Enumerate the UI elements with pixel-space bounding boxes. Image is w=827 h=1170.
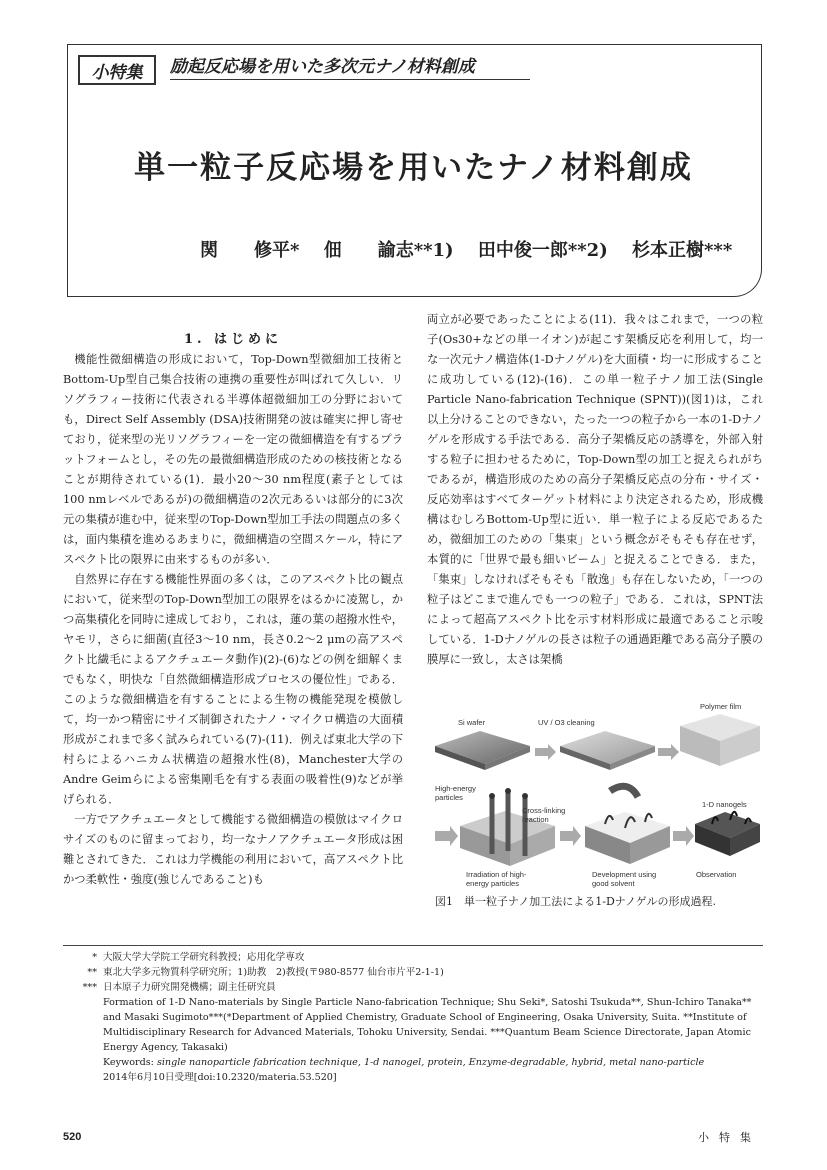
cleaned-wafer-shape [560, 731, 655, 764]
keywords: Keywords: single nanoparticle fabrication technique, 1-d nanogel, protein, Enzyme-degradable, hybrid, metal nano-particle [103, 1057, 705, 1068]
english-info: Formation of 1-D Nano-materials by Single Particle Nano-fabrication Technique; Shu Seki*, Satoshi Tsukuda**, Shun-Ichiro Tanaka** and Masaki Sugimoto***(*Department of Applied Chemistry, Graduate School of Engineering, Osaka University, Suita. **Institute of Multidisciplinary Research for Advanced Materials, Tohoku University, Sendai. ***Quantum Beam Science Directorate, Japan Atomic Energy Agency, Takasaki) [103, 997, 752, 1053]
arrow-icon [658, 744, 679, 760]
author-4: 杉本正樹*** [632, 240, 733, 261]
right-column [427, 310, 763, 670]
wafer-shape [435, 731, 530, 764]
arrow-icon [673, 826, 694, 846]
curved-arrow-icon [610, 786, 638, 797]
label-nanogels: 1-D nanogels [702, 800, 747, 809]
footnote-divider [63, 945, 763, 946]
footnote: * 大阪大学大学院工学研究科教授；応用化学専攻 [92, 952, 305, 963]
label-observation: Observation [696, 870, 737, 879]
label-si-wafer: Si wafer [458, 718, 486, 727]
label-cross-linking: Cross-linking reaction [522, 806, 566, 824]
author-2: 佃 諭志**1) [323, 240, 454, 261]
paragraph: 自然界に存在する機能性界面の多くは，このアスペクト比の観点において，従来型のTop-Down型加工の限界をはるかに凌駕し，かつ高集積化を同時に達成しており，これは，蓮の葉の超撥水性や，ヤモリ，さらに細菌(直径3～10 nm，長さ0.2～2 μmの高アスペクト比繊毛によるアクチュエータ動作)(2)-(6)などの例を細解くまでもなく，明快な「自然微細構造形成プロセスの優位性」である．このような微細構造を有することによる生物の機能発現を模倣して，均一かつ精密にサイズ制御されたナノ・マイクロ構造の大面積形成がこれまで多く試みられている(7)-(11)．例えば東北大学の下村らによるハニカム状構造の超撥水性(8)，Manchester大学のAndre Geimらによる密集剛毛を有する表面の吸着性(9)などが挙げられる． [63, 573, 403, 806]
author-list [200, 236, 750, 262]
paragraph: 機能性微細構造の形成において，Top-Down型微細加工技術とBottom-Up型自己集合技術の連携の重要性が叫ばれて久しい．リソグラフィー技術に代表される半導体超微細加工の分野においても，Direct Self Assembly (DSA)技術開発の波は確実に押し寄せており，従来型の光リソグラフィーを一定の微細構造を有するプラットフォームとし，その先の最微細構造形成のための核技術となることが期待されている(1)．最小20～30 nm程度(素子としては100 nmレベルであるが)の微細構造の2次元あるいは部分的に3次元の集積が進む中，従来型のTop-Down型加工手法の問題点の多くは，面内集積を進めるあまりに，微細構造の空間スケール，特にアスペクト比の限界に由来するものが多い． [63, 353, 403, 566]
section-heading: 1. はじめに [183, 332, 283, 347]
feature-badge: 小特集 [78, 55, 156, 85]
footnote: ** 東北大学多元物質科学研究所；1)助教 2)教授(〒980-8577 仙台市片平2-1-1) [87, 967, 444, 978]
paragraph: 一方でアクチュエータとして機能する微細構造の模倣はマイクロサイズのものに留まっており，均一なナノアクチュエータ形成は困難とされてきた．これは力学機能の利用において，高アスペクト比かつ柔軟性・強度(強じんであること)も [63, 813, 403, 886]
author-1: 関 修平* [200, 240, 300, 261]
footnote: *** 日本原子力研究開発機構；副主任研究員 [82, 982, 276, 993]
series-title: 励起反応場を用いた多次元ナノ材料創成 [170, 52, 530, 80]
article-title: 単一粒子反応場を用いたナノ材料創成 [134, 150, 693, 186]
author-3: 田中俊一郎**2) [477, 240, 608, 261]
label-development: Development using good solvent [592, 870, 657, 888]
arrow-icon [560, 826, 581, 846]
received-date: 2014年6月10日受理[doi:10.2320/materia.53.520] [103, 1072, 337, 1083]
label-high-energy: High-energy particles [435, 784, 476, 802]
label-polymer-film: Polymer film [700, 702, 742, 711]
page-number: 520 [63, 1131, 82, 1143]
label-uv-cleaning: UV / O3 cleaning [538, 718, 595, 727]
label-irradiation: Irradiation of high-energy particles [466, 870, 527, 888]
paragraph: 両立が必要であったことによる(11)．我々はこれまで，一つの粒子(Os30+などの単一イオン)が起こす架橋反応を利用して，均一な一次元ナノ構造体(1-Dナノゲル)を大面積・均一に形成することに成功している(12)-(16)．この単一粒子ナノ加工法(Single Particle Nano-fabrication Technique (SPNT))(図1)は，これ以上分けることのできない，たった一つの粒子から一本の1-Dナノゲルを形成する手法である．高分子架橋反応の誘導を，外部入射する粒子に担わせるために，Top-Down型の加工と捉えられがちであるが，構造形成のための高分子架橋反応点の分布・サイズ・反応効率はすべてターゲット材料により決定されるため，形成機構はむしろBottom-Up型に近い．単一粒子による反応であるため，微細加工のための「集束」という概念がそもそも存在せず，本質的に「世界で最も細いビーム」と捉えることできる．また，「集束」しなければそもそも「散逸」も存在しないため，「一つの粒子はどこまで進んでも一つの粒子」である．これは，SPNT法によって超高アスペクト比を示す材料形成に最適であること示唆している．1-Dナノゲルの長さは粒子の通過距離である高分子膜の膜厚に一致し，太さは架橋 [427, 313, 763, 666]
footnotes [63, 950, 763, 1085]
arrow-icon [435, 826, 458, 846]
figure-caption: 図1 単一粒子ナノ加工法による1-Dナノゲルの形成過程. [435, 895, 716, 908]
figure-1 [430, 696, 760, 886]
running-title: 小特集 [698, 1131, 761, 1144]
arrow-icon [535, 744, 556, 760]
left-column [63, 350, 403, 890]
